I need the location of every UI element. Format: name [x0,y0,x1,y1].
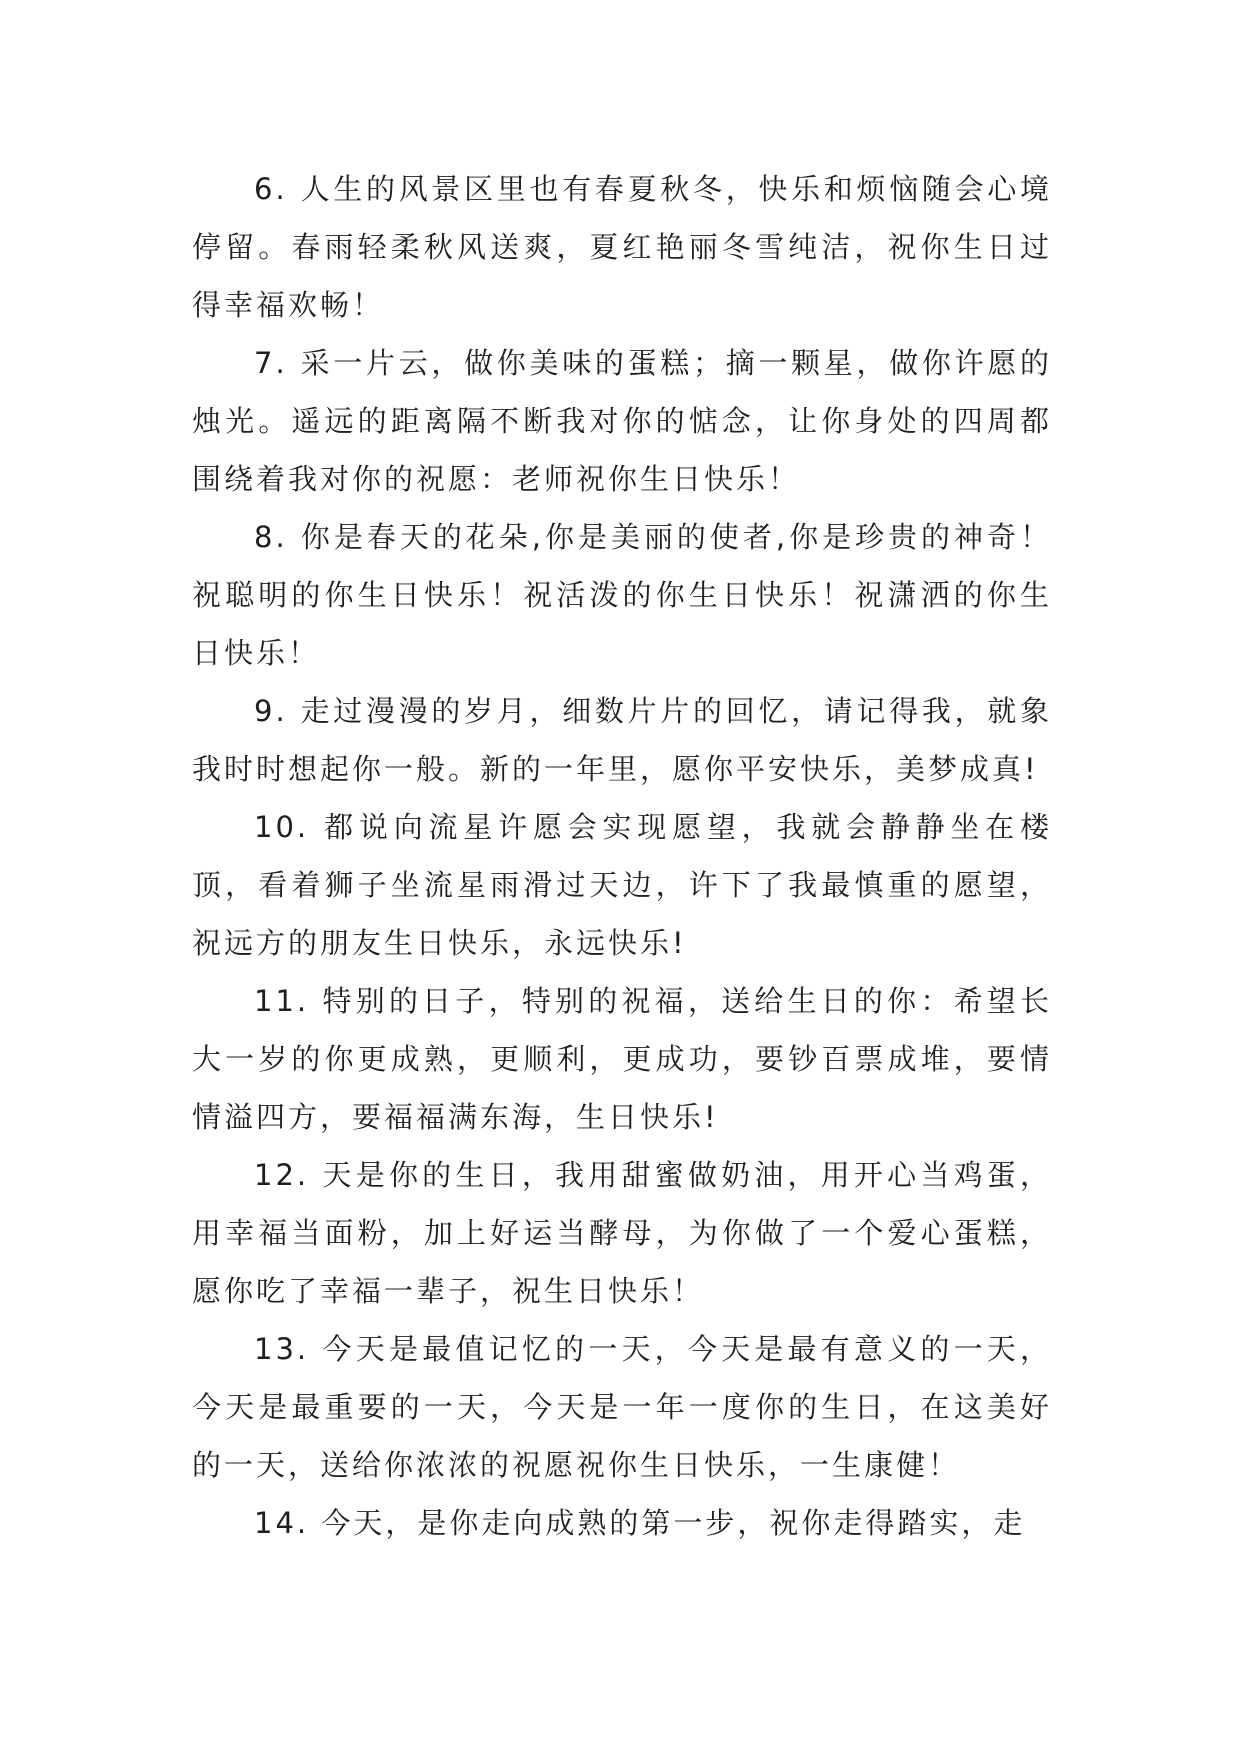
paragraph-11: 11. 特别的日子，特别的祝福，送给生日的你：希望长大一岁的你更成熟，更顺利，更成功，要钞百票成堆，要情情溢四方，要福福满东海，生日快乐! [192,984,1052,1134]
paragraph-10: 10. 都说向流星许愿会实现愿望，我就会静静坐在楼顶，看着狮子坐流星雨滑过天边，许下了我最慎重的愿望，祝远方的朋友生日快乐，永远快乐! [192,810,1052,960]
paragraph-14: 14. 今天，是你走向成熟的第一步，祝你走得踏实，走 [254,1506,1026,1540]
paragraph-9: 9. 走过漫漫的岁月，细数片片的回忆，请记得我，就象我时时想起你一般。新的一年里，愿你平安快乐，美梦成真! [192,694,1052,786]
paragraph-8: 8. 你是春天的花朵,你是美丽的使者,你是珍贵的神奇！祝聪明的你生日快乐！祝活泼的你生日快乐！祝潇洒的你生日快乐！ [192,520,1052,670]
paragraph-13: 13. 今天是最值记忆的一天，今天是最有意义的一天，今天是最重要的一天，今天是一年一度你的生日，在这美好的一天，送给你浓浓的祝愿祝你生日快乐，一生康健！ [192,1332,1052,1482]
paragraph-12: 12. 天是你的生日，我用甜蜜做奶油，用开心当鸡蛋，用幸福当面粉，加上好运当酵母，为你做了一个爱心蛋糕，愿你吃了幸福一辈子，祝生日快乐！ [192,1158,1052,1308]
paragraph-6: 6. 人生的风景区里也有春夏秋冬，快乐和烦恼随会心境停留。春雨轻柔秋风送爽，夏红艳丽冬雪纯洁，祝你生日过得幸福欢畅！ [192,172,1052,322]
paragraph-7: 7. 采一片云，做你美味的蛋糕；摘一颗星，做你许愿的烛光。遥远的距离隔不断我对你的惦念，让你身处的四周都围绕着我对你的祝愿：老师祝你生日快乐！ [192,346,1052,496]
document-body [192,160,1052,1552]
